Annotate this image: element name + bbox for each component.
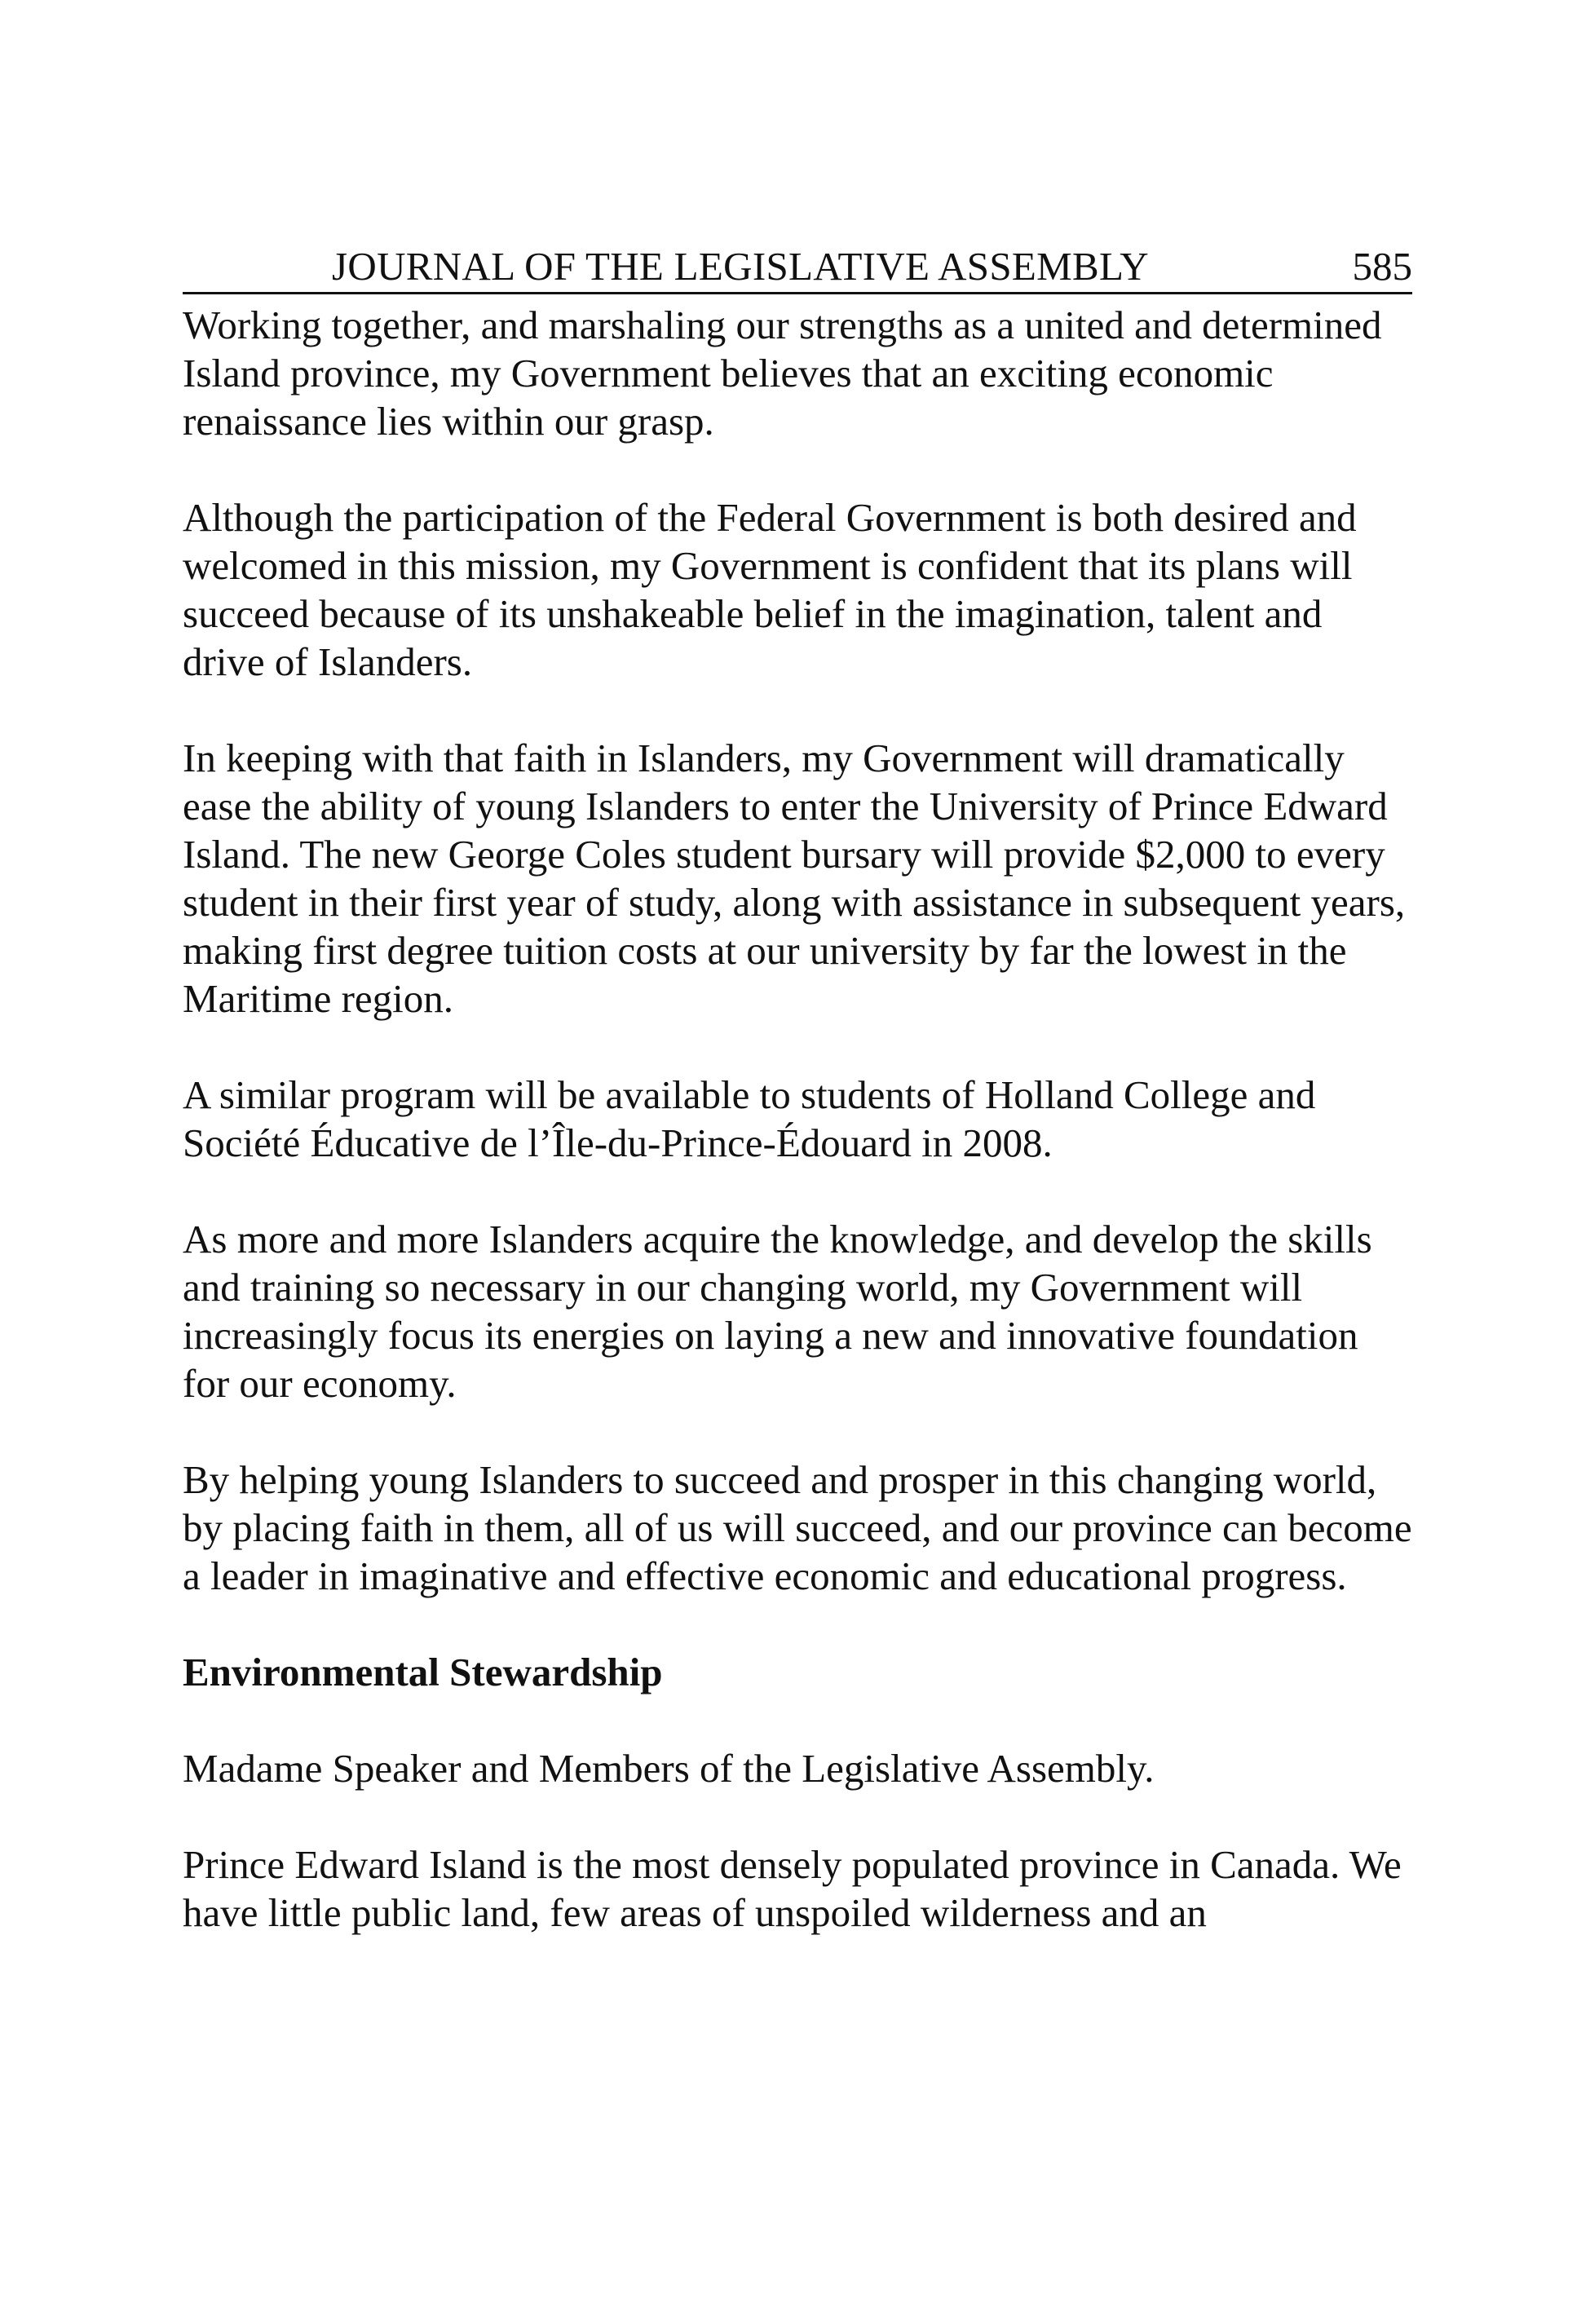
paragraph: Prince Edward Island is the most densely populated province in Canada. We have little public land, few areas of unspoiled wilderness and an [183, 1842, 1402, 1935]
body-text [183, 301, 1412, 1937]
running-header [183, 241, 1412, 294]
paragraph: Working together, and marshaling our strengths as a united and determined Island province, my Government believes that an exciting economic renaissance lies within our grasp. [183, 303, 1382, 444]
document-page [183, 241, 1412, 1985]
page-number: 585 [1352, 244, 1412, 289]
section-heading: Environmental Stewardship [183, 1650, 663, 1694]
paragraph: Although the participation of the Federal Government is both desired and welcomed in this mission, my Government is confident that its plans will succeed because of its unshakeable belief in the imagination, talent and drive of Islanders. [183, 495, 1357, 684]
running-title: JOURNAL OF THE LEGISLATIVE ASSEMBLY [332, 244, 1149, 289]
paragraph: As more and more Islanders acquire the knowledge, and develop the skills and training so necessary in our changing world, my Government will increasingly focus its energies on laying a new and innovative foundation for our economy. [183, 1217, 1372, 1406]
paragraph: In keeping with that faith in Islanders, my Government will dramatically ease the ability of young Islanders to enter the University of Prince Edward Island. The new George Coles student bursary will provide $2,000 to every student in their first year of study, along with assistance in subsequent years, making first degree tuition costs at our university by far the lowest in the Maritime region. [183, 736, 1406, 1021]
paragraph: A similar program will be available to students of Holland College and Société Éducative de l’Île-du-Prince-Édouard in 2008. [183, 1072, 1316, 1165]
paragraph: Madame Speaker and Members of the Legislative Assembly. [183, 1746, 1155, 1791]
paragraph: By helping young Islanders to succeed and prosper in this changing world, by placing faith in them, all of us will succeed, and our province can become a leader in imaginative and effective economic and educational progress. [183, 1457, 1412, 1598]
